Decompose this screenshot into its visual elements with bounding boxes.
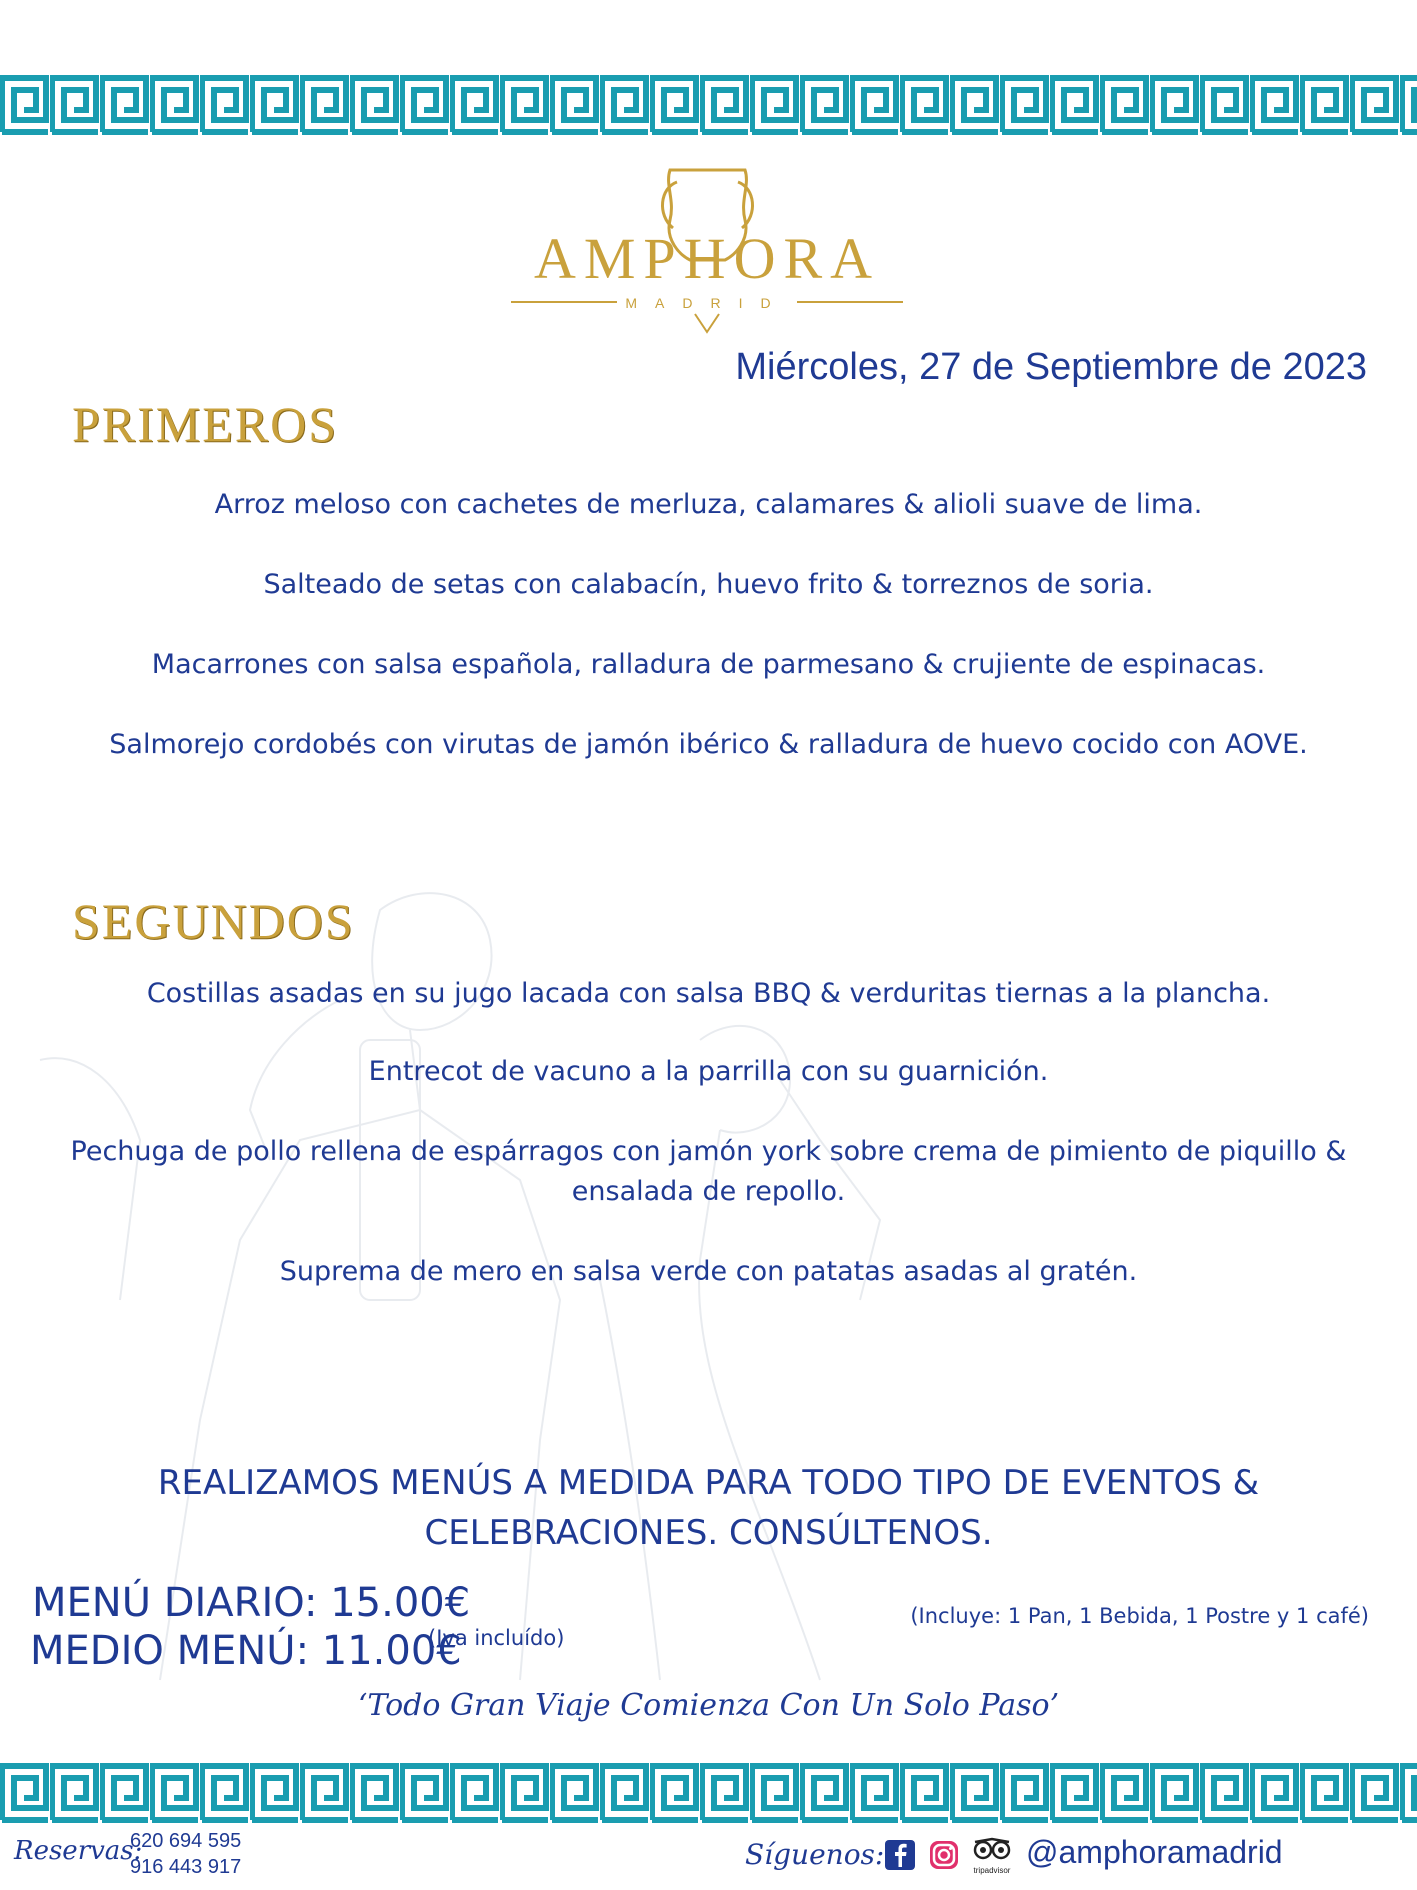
primeros-dish-1: Arroz meloso con cachetes de merluza, calamares & alioli suave de lima. [214,489,1203,520]
primeros-dish-2: Salteado de setas con calabacín, huevo frito & torreznos de soria. [263,569,1154,600]
primeros-dish-3: Macarrones con salsa española, ralladura de parmesano & crujiente de espinacas. [151,649,1266,680]
phone-1[interactable]: 620 694 595 [130,1830,242,1852]
phone-2[interactable]: 916 443 917 [130,1856,242,1878]
reservas-label: Reservas: [14,1836,143,1866]
segundos-dish-1: Costillas asadas en su jugo lacada con salsa BBQ & verduritas tiernas a la plancha. [146,978,1271,1009]
medio-menu-price: MEDIO MENÚ: 11.00€ [30,1628,462,1674]
primeros-heading: PRIMEROS [72,396,339,452]
segundos-dish-4: Suprema de mero en salsa verde con patatas asadas al gratén. [279,1256,1138,1287]
siguenos-label: Síguenos: [745,1838,885,1871]
amphora-logo [505,160,910,340]
segundos-dish-2: Entrecot de vacuno a la parrilla con su guarnición. [368,1056,1049,1087]
events-notice: REALIZAMOS MENÚS A MEDIDA PARA TODO TIPO DE EVENTOS & CELEBRACIONES. CONSÚLTENOS. [157,1463,1260,1553]
instagram-icon[interactable] [929,1840,959,1870]
logo-subtitle: MADRID [625,295,789,311]
primeros-dish-4: Salmorejo cordobés con virutas de jamón ibérico & ralladura de huevo cocido con AOVE. [109,729,1308,760]
motto-quote: ‘Todo Gran Viaje Comienza Con Un Solo Paso’ [357,1688,1060,1723]
includes-note: (Incluye: 1 Pan, 1 Bebida, 1 Postre y 1 café) [910,1604,1369,1628]
segundos-dish-3: Pechuga de pollo rellena de espárragos con jamón york sobre crema de pimiento de piquillo & ensalada de repollo. [70,1136,1347,1207]
bottom-greek-key-border [0,1758,1417,1828]
logo-name: AMPHORA [533,226,881,291]
menu-diario-price: MENÚ DIARIO: 15.00€ [32,1580,471,1626]
segundos-heading: SEGUNDOS [72,893,355,949]
menu-date: Miércoles, 27 de Septiembre de 2023 [735,346,1367,388]
tripadvisor-icon[interactable] [969,1836,1015,1876]
social-handle[interactable]: @amphoramadrid [1026,1834,1283,1870]
top-greek-key-border [0,70,1417,140]
iva-note: (Iva incluído) [428,1626,565,1650]
facebook-icon[interactable] [885,1840,915,1870]
tripadvisor-label: tripadvisor [973,1866,1011,1875]
